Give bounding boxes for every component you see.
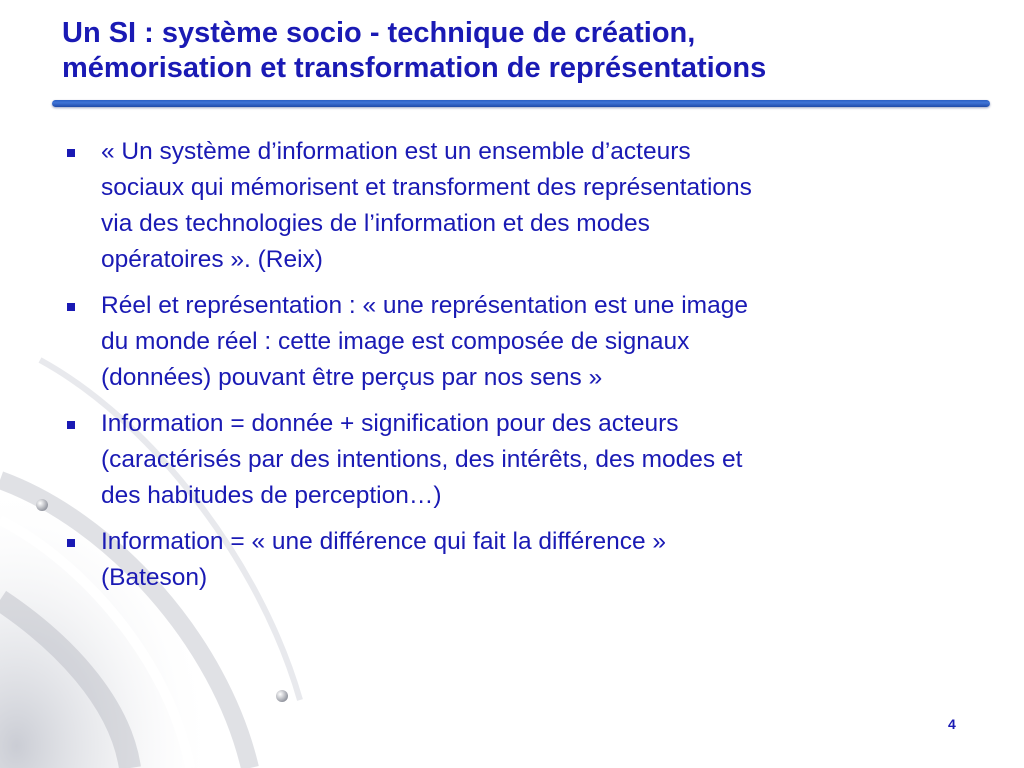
bullet-text-line: « Un système d’information est un ensemble d’acteurs [101, 138, 691, 165]
slide-title-line: Un SI : système socio - technique de création, [62, 17, 696, 49]
bullet-item [64, 406, 964, 514]
page-number: 4 [948, 716, 956, 732]
slide-title [62, 16, 1002, 86]
slide-title-line: mémorisation et transformation de représentations [62, 52, 767, 84]
bullet-text-line: Réel et représentation : « une représentation est une image [101, 292, 748, 319]
bullet-item [64, 288, 964, 396]
title-underline-rule [52, 100, 990, 107]
bullet-text-line: via des technologies de l’information et des modes [101, 210, 650, 237]
bullet-list [64, 134, 964, 606]
bullet-text-line: opératoires ». (Reix) [101, 246, 323, 273]
bullet-item [64, 524, 964, 596]
bullet-item [64, 134, 964, 278]
bullet-text-line: (caractérisés par des intentions, des intérêts, des modes et [101, 446, 743, 473]
bullet-text-line: (données) pouvant être perçus par nos sens » [101, 364, 603, 391]
square-bullet-icon [67, 421, 75, 429]
decorative-dot [276, 690, 288, 702]
square-bullet-icon [67, 303, 75, 311]
bullet-text-line: (Bateson) [101, 564, 208, 591]
bullet-text-line: sociaux qui mémorisent et transforment des représentations [101, 174, 752, 201]
square-bullet-icon [67, 149, 75, 157]
decorative-dot [36, 499, 48, 511]
bullet-text-line: des habitudes de perception…) [101, 482, 442, 509]
bullet-text-line: du monde réel : cette image est composée de signaux [101, 328, 690, 355]
bullet-text-line: Information = donnée + signification pour des acteurs [101, 410, 679, 437]
bullet-text-line: Information = « une différence qui fait la différence » [101, 528, 667, 555]
square-bullet-icon [67, 539, 75, 547]
